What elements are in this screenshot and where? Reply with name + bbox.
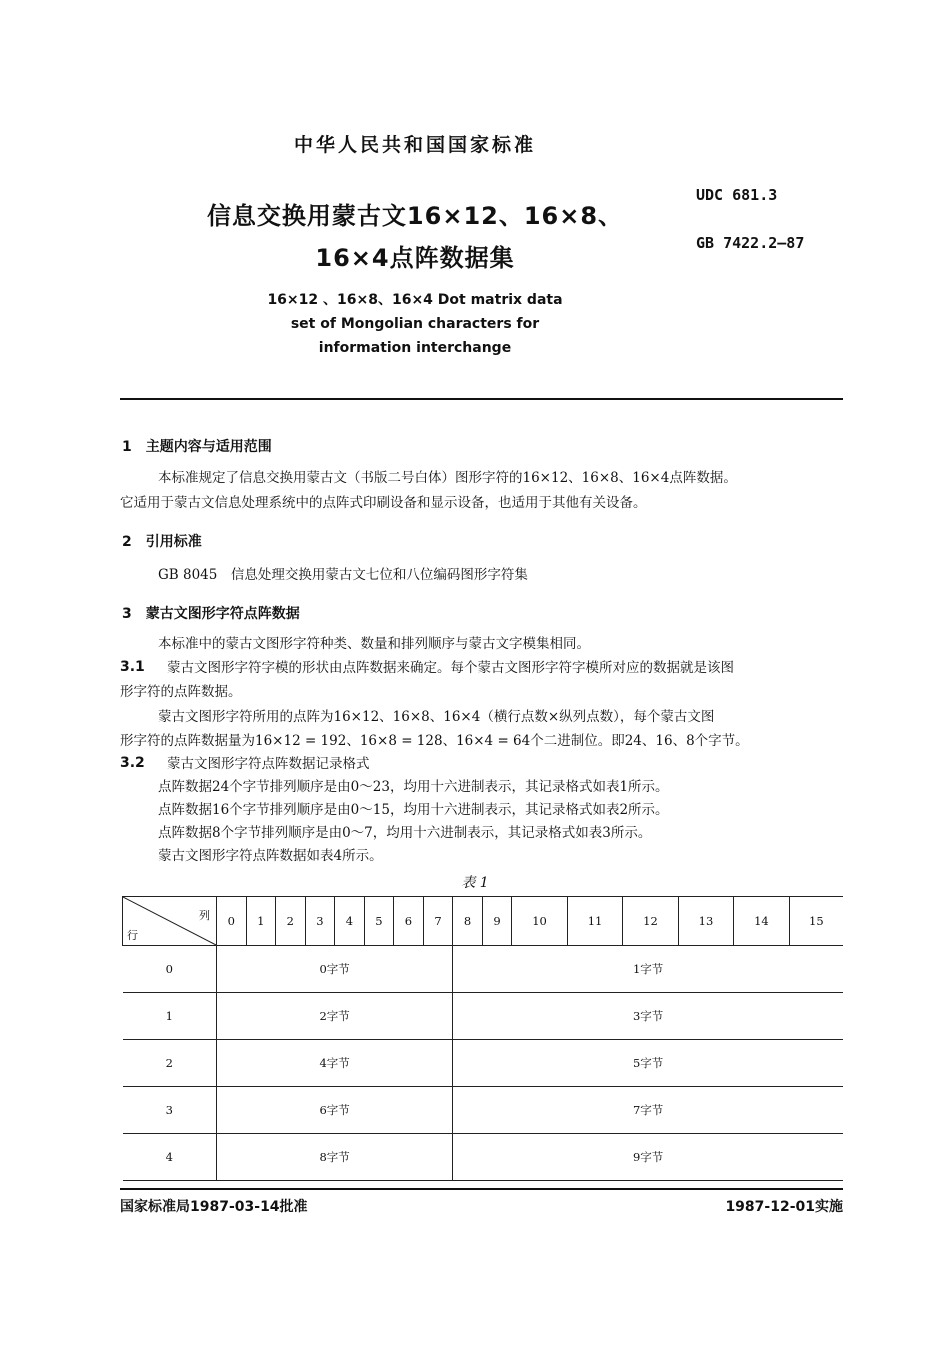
byte-cell: 5字节 — [453, 1040, 843, 1087]
section-3-2-para-2: 点阵数据16个字节排列顺序是由0～15，均用十六进制表示，其记录格式如表2所示。 — [158, 802, 669, 818]
row-label: 4 — [123, 1134, 217, 1181]
section-3-2-number: 3.2 — [120, 755, 145, 771]
column-header: 14 — [734, 897, 789, 946]
section-3-2-para-1: 点阵数据24个字节排列顺序是由0～23，均用十六进制表示，其记录格式如表1所示。 — [158, 779, 669, 795]
header-divider — [120, 398, 843, 400]
column-header: 5 — [364, 897, 394, 946]
section-3-para-1: 本标准中的蒙古文图形字符种类、数量和排列顺序与蒙古文字模集相同。 — [158, 636, 590, 652]
table-1-caption: 表 1 — [461, 875, 489, 891]
approval-date: 国家标准局1987-03-14批准 — [120, 1199, 308, 1215]
english-title-line2: set of Mongolian characters for — [290, 316, 540, 332]
udc-code: UDC 681.3 — [696, 186, 778, 204]
column-header: 3 — [305, 897, 335, 946]
column-header: 6 — [394, 897, 424, 946]
row-label: 3 — [123, 1087, 217, 1134]
column-header: 13 — [678, 897, 733, 946]
table-corner-cell — [123, 897, 217, 946]
effective-date: 1987-12-01实施 — [725, 1199, 843, 1215]
gb-code: GB 7422.2—87 — [696, 234, 805, 252]
column-header: 7 — [423, 897, 453, 946]
table-header-row — [123, 897, 844, 946]
row-label: 1 — [123, 993, 217, 1040]
section-1-para-1: 本标准规定了信息交换用蒙古文（书版二号白体）图形字符的16×12、16×8、16×4点阵数据。 — [158, 470, 737, 486]
section-1-para-2: 它适用于蒙古文信息处理系统中的点阵式印刷设备和显示设备，也适用于其他有关设备。 — [120, 495, 647, 511]
footer-divider — [120, 1188, 843, 1190]
section-3-1-para-3: 蒙古文图形字符所用的点阵为16×12、16×8、16×4（横行点数×纵列点数），每个蒙古文图 — [158, 709, 715, 725]
section-1-title: 1 主题内容与适用范围 — [122, 439, 272, 455]
section-2-para-1: GB 8045 信息处理交换用蒙古文七位和八位编码图形字符集 — [158, 567, 528, 583]
english-title-line3: information interchange — [318, 340, 512, 356]
section-3-1-para-2: 形字符的点阵数据。 — [120, 684, 242, 700]
column-axis-label: 列 — [199, 909, 210, 922]
table-row — [123, 1134, 844, 1181]
column-header: 4 — [335, 897, 365, 946]
section-3-1-para-4: 形字符的点阵数据量为16×12 = 192、16×8 = 128、16×4 = 64个二进制位。即24、16、8个字节。 — [120, 733, 749, 749]
section-3-1-para-1: 蒙古文图形字符字模的形状由点阵数据来确定。每个蒙古文图形字符字模所对应的数据就是该图 — [167, 660, 734, 676]
byte-cell: 7字节 — [453, 1087, 843, 1134]
table-1 — [122, 896, 843, 1181]
row-label: 2 — [123, 1040, 217, 1087]
byte-cell: 4字节 — [217, 1040, 453, 1087]
byte-cell: 9字节 — [453, 1134, 843, 1181]
column-header: 0 — [217, 897, 247, 946]
column-header: 2 — [276, 897, 306, 946]
national-standard-heading: 中华人民共和国国家标准 — [293, 134, 536, 156]
table-row — [123, 946, 844, 993]
table-row — [123, 1040, 844, 1087]
byte-cell: 8字节 — [217, 1134, 453, 1181]
section-2-title: 2 引用标准 — [122, 534, 202, 550]
section-3-1-number: 3.1 — [120, 659, 145, 675]
column-header: 10 — [512, 897, 567, 946]
column-header: 9 — [482, 897, 512, 946]
table-row — [123, 1087, 844, 1134]
column-header: 1 — [246, 897, 276, 946]
column-header: 15 — [789, 897, 843, 946]
column-header: 12 — [623, 897, 678, 946]
document-title-line1: 信息交换用蒙古文16×12、16×8、 — [206, 202, 624, 230]
column-header: 8 — [453, 897, 483, 946]
english-title-line1: 16×12 、16×8、16×4 Dot matrix data — [267, 292, 563, 308]
column-header: 11 — [567, 897, 622, 946]
table-row — [123, 993, 844, 1040]
byte-cell: 6字节 — [217, 1087, 453, 1134]
byte-cell: 1字节 — [453, 946, 843, 993]
row-axis-label: 行 — [127, 929, 138, 942]
byte-cell: 3字节 — [453, 993, 843, 1040]
section-3-2-para-4: 蒙古文图形字符点阵数据如表4所示。 — [158, 848, 383, 864]
section-3-2-title: 蒙古文图形字符点阵数据记录格式 — [167, 756, 370, 772]
row-label: 0 — [123, 946, 217, 993]
section-3-title: 3 蒙古文图形字符点阵数据 — [122, 606, 300, 622]
byte-cell: 2字节 — [217, 993, 453, 1040]
section-3-2-para-3: 点阵数据8个字节排列顺序是由0～7，均用十六进制表示，其记录格式如表3所示。 — [158, 825, 652, 841]
document-title-line2: 16×4点阵数据集 — [315, 244, 515, 272]
byte-cell: 0字节 — [217, 946, 453, 993]
